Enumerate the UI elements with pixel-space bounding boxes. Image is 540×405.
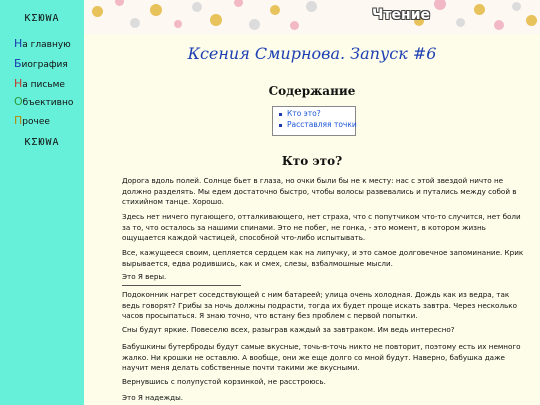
- sidebar: [0, 0, 84, 405]
- nav-label: рочее: [22, 117, 50, 127]
- nav-item-home[interactable]: [14, 37, 71, 50]
- toc-link-dots[interactable]: Расставляя точки: [287, 120, 357, 129]
- bullet-icon: [279, 124, 282, 127]
- decor-dot: [434, 0, 446, 10]
- page-title: Ксения Смирнова. Запуск #6: [187, 44, 437, 63]
- nav-initial: П: [14, 114, 23, 127]
- decor-dot: [526, 15, 537, 26]
- decor-dot: [249, 19, 260, 30]
- decor-dot: [150, 4, 162, 16]
- decor-dot: [130, 18, 140, 28]
- site-logo-secondary: KΣЮWA: [24, 137, 60, 148]
- section-heading: Кто это?: [281, 154, 343, 168]
- nav-label: бъективно: [22, 98, 74, 108]
- nav-item-objective[interactable]: [14, 95, 73, 108]
- paragraph: Вернувшись с полупустой корзинкой, не расстроюсь.: [122, 377, 326, 386]
- bullet-icon: [279, 113, 282, 116]
- decor-dot: [210, 14, 222, 26]
- paragraph: Дорога вдоль полей. Солнце бьет в глаза, но очки были бы не к месту: нас с этой звездой ничто не должно разделять. Мы едем достаточно быстро, чтобы волосы развевались и путались между собой в стихийном танце. Хорошо.: [122, 176, 517, 206]
- banner-title: Чтение: [372, 7, 430, 23]
- paragraph: Бабушкины бутерброды будут самые вкусные, точь-в-точь никто не повторит, поэтому есть их немного жалко. Ни крошки не оставлю. А вообще, они же еще долго со мной будут. Наверно, бабушка даже научит меня делать собственные почти такими же вкусными.: [122, 342, 521, 372]
- main-content: [84, 34, 540, 405]
- header-banner: [84, 0, 540, 34]
- toc-link-who[interactable]: Кто это?: [287, 109, 321, 118]
- decor-dot: [512, 2, 521, 11]
- decor-dot: [174, 20, 182, 28]
- decor-dot: [306, 1, 317, 12]
- nav-initial: Б: [14, 57, 22, 70]
- site-logo[interactable]: KΣЮWA: [24, 13, 60, 24]
- nav-label: а письме: [22, 80, 65, 90]
- decor-dot: [474, 4, 485, 15]
- paragraph: Подоконник нагрет соседствующей с ним батареей; улица очень холодная. Дождь как из ведра, так ведь говорят? Грибы за ночь должны подрасти, тогда их будет проще искать завтра. Через несколько часов просыпаться. Я знаю точно, что встану без проблем с первой попытки.: [122, 290, 518, 320]
- table-of-contents: [272, 106, 356, 136]
- nav-label: иография: [21, 60, 68, 70]
- decor-dot: [290, 21, 299, 30]
- paragraph: Это Я веры.: [122, 272, 167, 281]
- nav-initial: Н: [14, 37, 23, 50]
- divider: [122, 285, 241, 286]
- decor-dot: [494, 20, 504, 30]
- paragraph: Это Я надежды.: [122, 393, 184, 402]
- paragraph: Здесь нет ничего пугающего, отталкивающего, нет страха, что с попутчиком что-то случится, нет боли за то, что осталось за нашими спинами. Это не побег, не гонка, - это момент, в котором жизнь ощущается каждой частицей, способной что-либо испытывать.: [122, 212, 521, 242]
- decor-dot: [234, 0, 243, 7]
- nav-initial: О: [14, 95, 23, 108]
- paragraph: Сны будут яркие. Повеселю всех, разыграв каждый за завтраком. Им ведь интересно?: [122, 325, 455, 334]
- toc-heading: Содержание: [268, 84, 356, 98]
- nav-item-writing[interactable]: [14, 77, 65, 90]
- decor-dot: [92, 6, 103, 17]
- decor-dot: [456, 18, 465, 27]
- nav-label: а главную: [22, 40, 71, 50]
- decor-dot: [192, 2, 202, 12]
- decor-dot: [115, 0, 124, 6]
- paragraph: Все, кажущееся своим, цепляется сердцем как на липучку, и это самое долговечное запоминание. Крик вырывается, едва родившись, как и смех, слезы, взбалмошные мысли.: [122, 248, 524, 268]
- decor-dot: [270, 5, 280, 15]
- nav-item-other[interactable]: [14, 114, 50, 127]
- nav-item-biography[interactable]: [14, 57, 68, 70]
- nav-initial: Н: [14, 77, 23, 90]
